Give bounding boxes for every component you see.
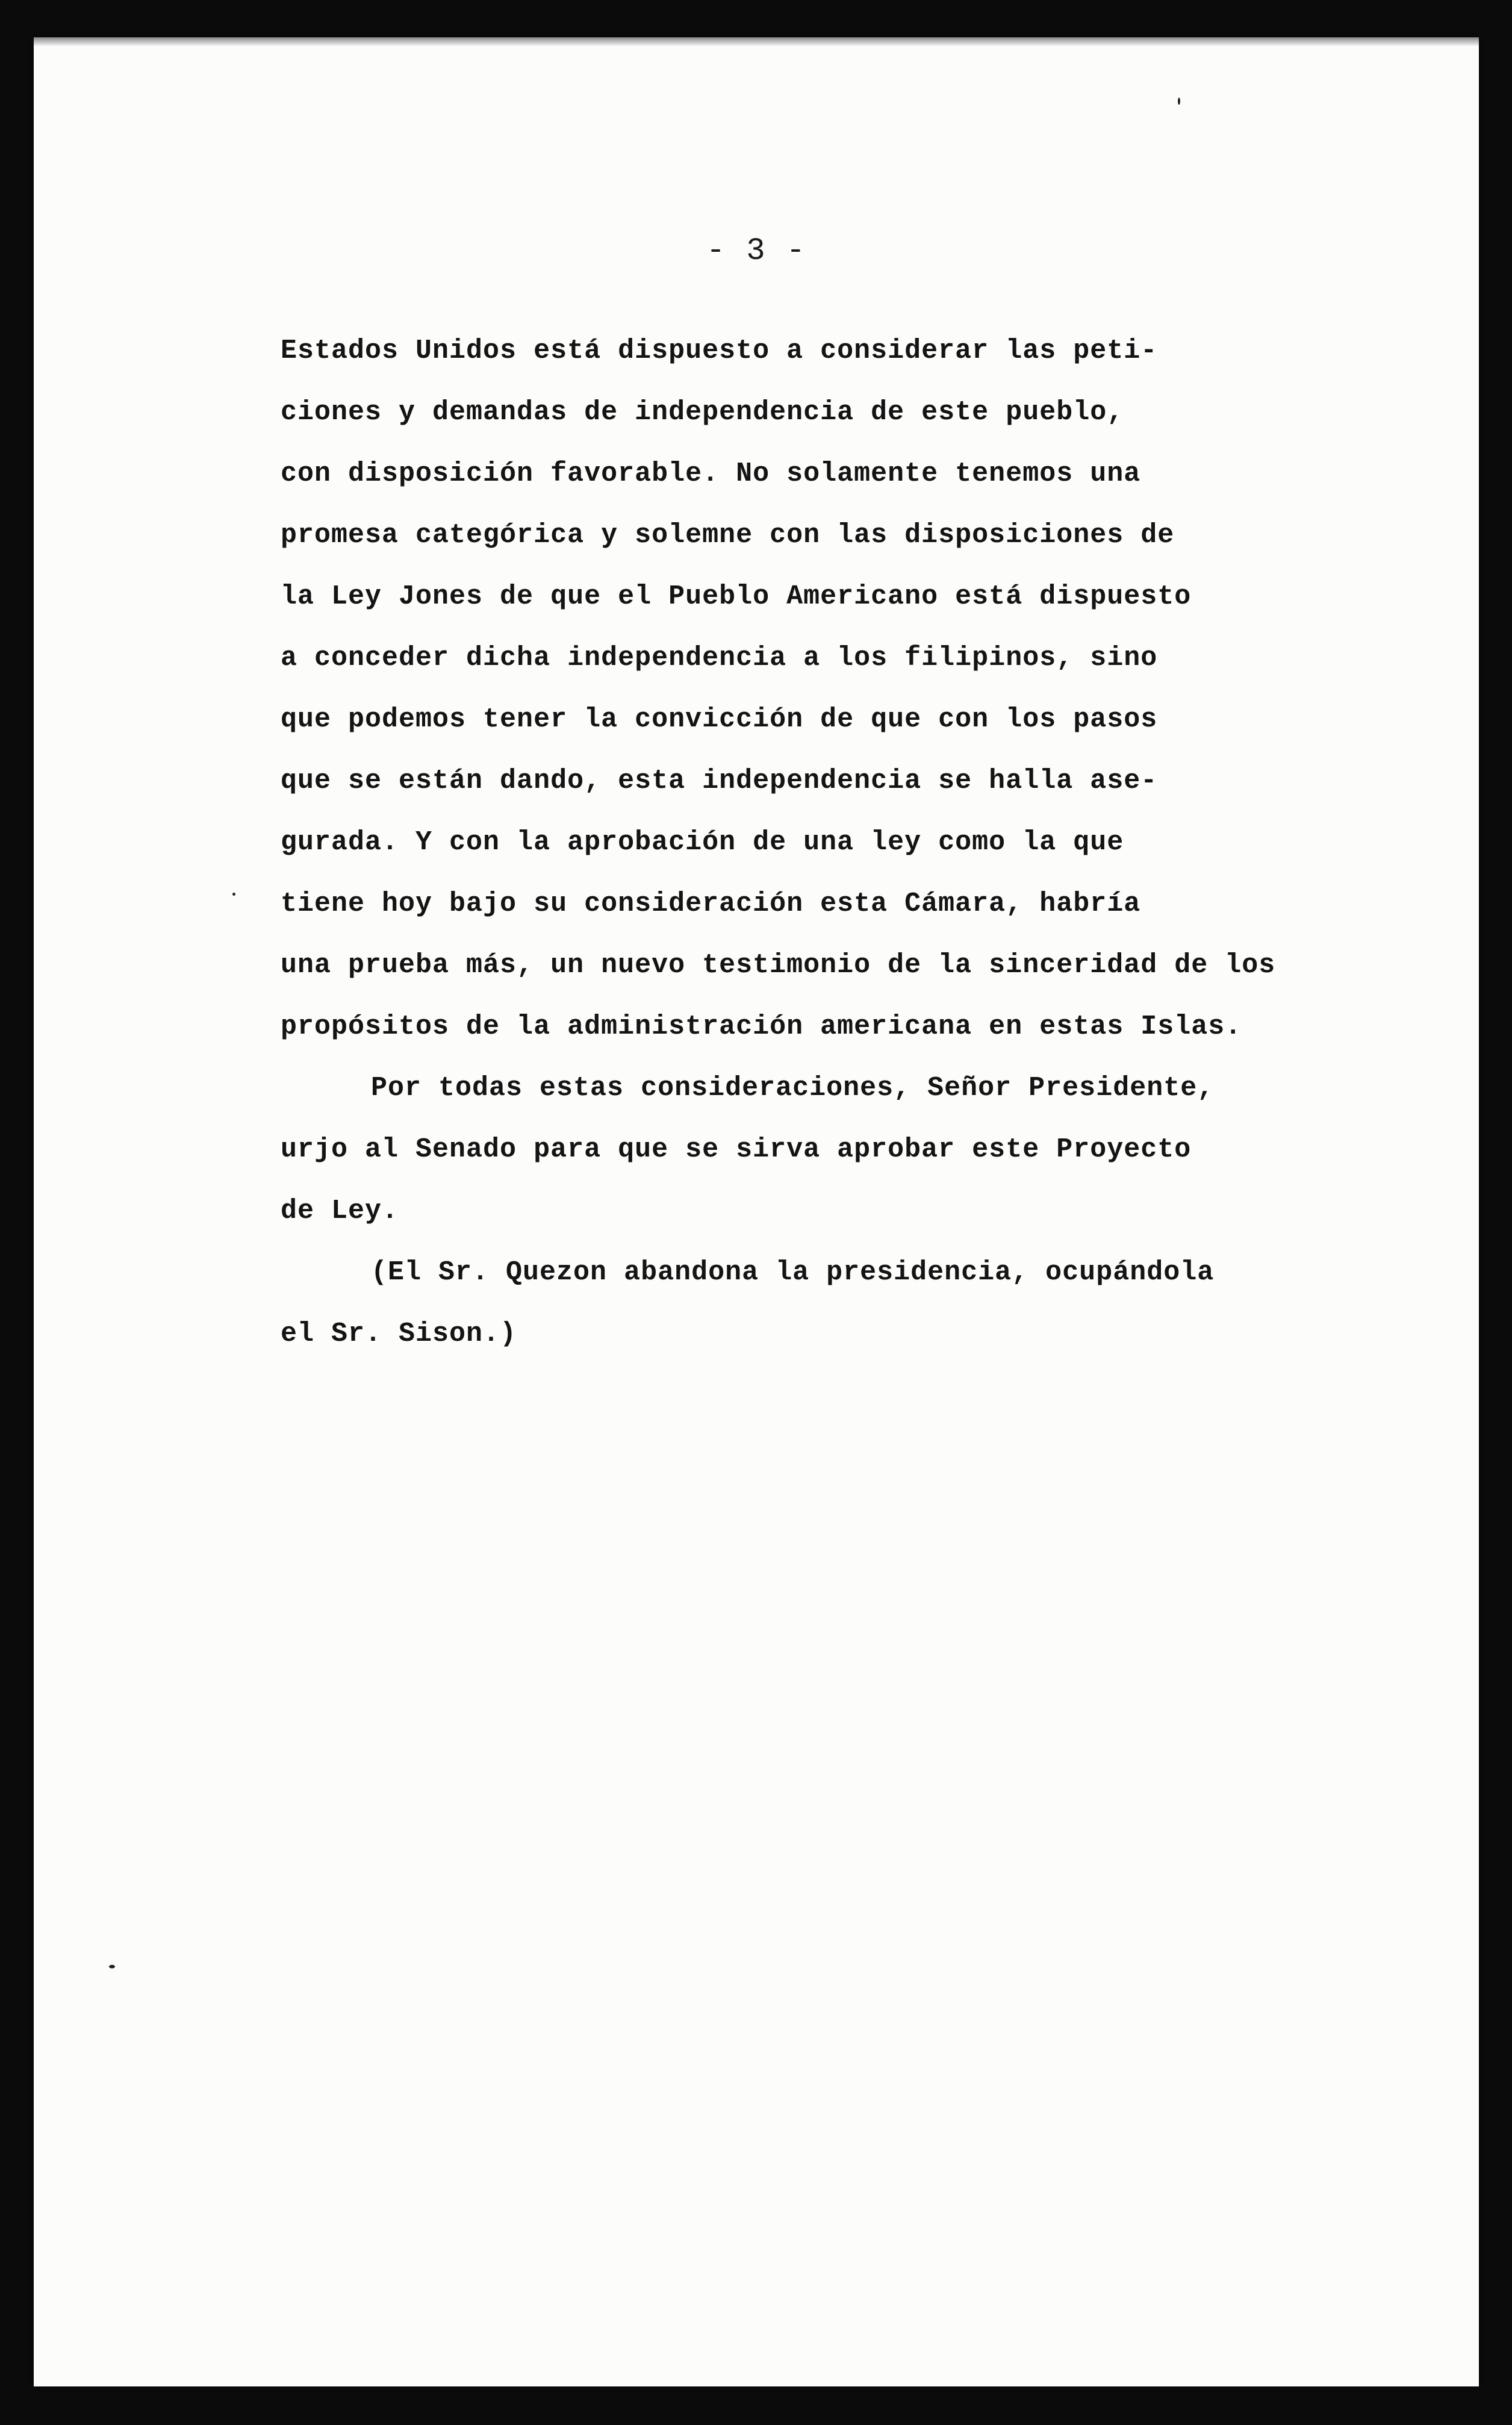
text-line: que se están dando, esta independencia se halla ase- xyxy=(281,766,1158,796)
text-line: una prueba más, un nuevo testimonio de la sinceridad de los xyxy=(281,950,1276,981)
text-line: propósitos de la administración americana en estas Islas. xyxy=(281,1011,1242,1042)
body-text xyxy=(281,320,1407,1365)
page-number: - 3 - xyxy=(706,233,807,269)
text-line: el Sr. Sison.) xyxy=(281,1319,517,1349)
text-line: gurada. Y con la aprobación de una ley como la que xyxy=(281,827,1124,858)
text-line: de Ley. xyxy=(281,1196,399,1226)
text-line: con disposición favorable. No solamente tenemos una xyxy=(281,458,1141,489)
text-line: que podemos tener la convicción de que con los pasos xyxy=(281,704,1158,735)
text-line: tiene hoy bajo su consideración esta Cámara, habría xyxy=(281,888,1141,919)
text-line: urjo al Senado para que se sirva aprobar este Proyecto xyxy=(281,1134,1192,1165)
document-page xyxy=(34,37,1479,2386)
text-line: Estados Unidos está dispuesto a considerar las peti- xyxy=(281,336,1158,366)
text-line: ciones y demandas de independencia de este pueblo, xyxy=(281,397,1124,428)
scan-speck xyxy=(232,893,235,896)
scan-speck xyxy=(109,1965,115,1968)
text-line: a conceder dicha independencia a los filipinos, sino xyxy=(281,643,1158,673)
paper-top-edge xyxy=(34,37,1479,46)
text-line: (El Sr. Quezon abandona la presidencia, ocupándola xyxy=(371,1257,1215,1288)
scan-speck xyxy=(1178,98,1180,105)
text-line: promesa categórica y solemne con las disposiciones de xyxy=(281,520,1175,551)
text-line: Por todas estas consideraciones, Señor Presidente, xyxy=(371,1073,1215,1103)
text-line: la Ley Jones de que el Pueblo Americano está dispuesto xyxy=(281,581,1192,612)
